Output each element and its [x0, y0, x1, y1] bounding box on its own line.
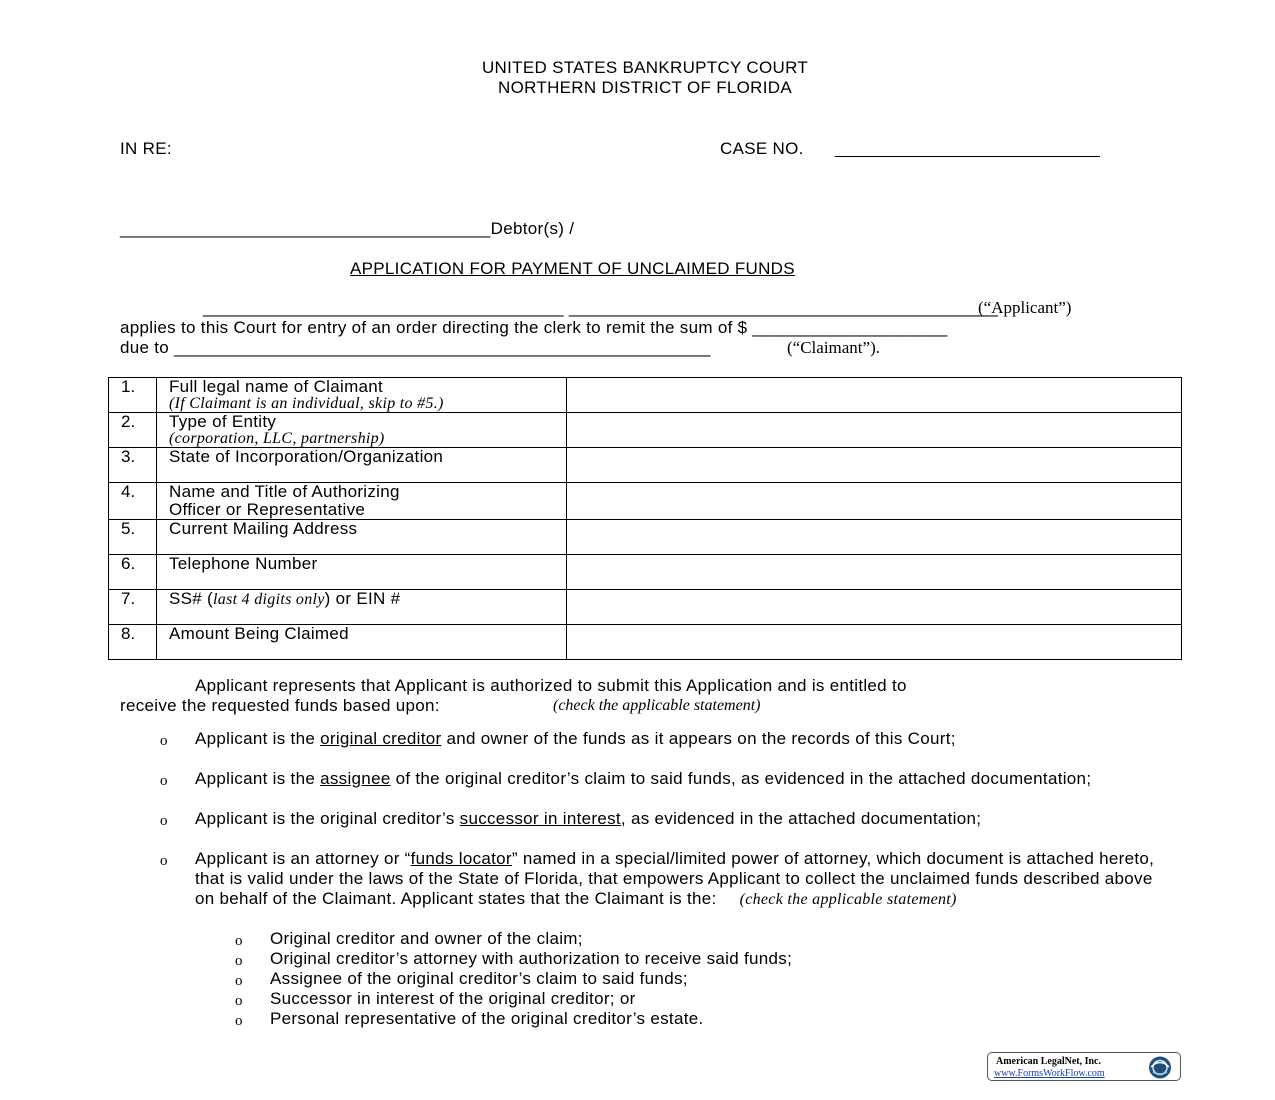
- checkbox-sub-2[interactable]: o: [235, 953, 243, 969]
- row-label: [157, 520, 567, 555]
- applies-text: applies to this Court for entry of an order directing the clerk to remit the sum of $ ____________________: [120, 318, 948, 337]
- table-row: [109, 378, 1182, 413]
- row-number: 4.: [109, 483, 157, 520]
- row-number: 3.: [109, 448, 157, 483]
- entity-type-input[interactable]: [567, 413, 1182, 448]
- represents-line-2: receive the requested funds based upon:: [120, 696, 440, 715]
- ss-ein-input[interactable]: [567, 590, 1182, 625]
- row-label-text-2: ) or EIN #: [324, 589, 401, 608]
- table-row: [109, 625, 1182, 660]
- sub-option-1: Original creditor and owner of the claim;: [270, 929, 583, 948]
- checkbox-attorney-locator[interactable]: o: [160, 853, 168, 869]
- row-label-text: SS# (: [169, 589, 214, 608]
- row-label-text: Telephone Number: [169, 554, 318, 573]
- row-label: [157, 555, 567, 590]
- option-note: (check the applicable statement): [739, 891, 957, 908]
- mailing-address-input[interactable]: [567, 520, 1182, 555]
- option-successor: [195, 809, 1165, 829]
- row-label-text: Full legal name of Claimant: [169, 377, 384, 396]
- option-term: successor in interest: [459, 809, 621, 828]
- document-title: APPLICATION FOR PAYMENT OF UNCLAIMED FUNDS: [350, 259, 795, 278]
- row-number: 5.: [109, 520, 157, 555]
- table-row: [109, 413, 1182, 448]
- row-label-text: Name and Title of Authorizing: [169, 482, 400, 501]
- checkbox-successor[interactable]: o: [160, 813, 168, 829]
- debtor-line: ______________________________________Debtor(s) /: [120, 219, 575, 238]
- sub-option-5: Personal representative of the original creditor’s estate.: [270, 1009, 704, 1028]
- claimant-label: (“Claimant”).: [787, 338, 880, 357]
- logo-name: American LegalNet, Inc.: [996, 1056, 1101, 1067]
- option-text: Applicant is the original creditor’s: [195, 809, 460, 828]
- row-label-text: Current Mailing Address: [169, 519, 358, 538]
- row-label-text: State of Incorporation/Organization: [169, 447, 444, 466]
- row-number: 2.: [109, 413, 157, 448]
- row-label: [157, 590, 567, 625]
- row-number: 8.: [109, 625, 157, 660]
- table-row: [109, 555, 1182, 590]
- checkbox-sub-5[interactable]: o: [235, 1013, 243, 1029]
- amount-claimed-input[interactable]: [567, 625, 1182, 660]
- case-no-label: CASE NO.: [720, 139, 804, 158]
- checkbox-sub-4[interactable]: o: [235, 993, 243, 1009]
- row-number: 6.: [109, 555, 157, 590]
- option-term: assignee: [320, 769, 391, 788]
- authorizing-officer-input[interactable]: [567, 483, 1182, 520]
- row-label: [157, 625, 567, 660]
- applicant-name-field[interactable]: _____________________________________ ____________________________________________: [203, 298, 999, 317]
- telephone-input[interactable]: [567, 555, 1182, 590]
- court-name: UNITED STATES BANKRUPTCY COURT: [481, 58, 809, 77]
- table-row: [109, 520, 1182, 555]
- row-label: [157, 378, 567, 413]
- row-number: 1.: [109, 378, 157, 413]
- option-text-2: , as evidenced in the attached documentation;: [620, 809, 982, 828]
- table-row: [109, 590, 1182, 625]
- option-text-2: ” named in a special/limited power of attorney, which document is attached hereto, that is valid under the laws of the State of Florida, that empowers Applicant to collect the unclaimed funds described above on behalf of the Claimant. Applicant states that the Claimant is the:: [195, 849, 1155, 908]
- table-row: [109, 448, 1182, 483]
- claimant-name-input[interactable]: [567, 378, 1182, 413]
- sub-option-4: Successor in interest of the original creditor; or: [270, 989, 636, 1008]
- option-original-creditor: [195, 729, 1165, 749]
- option-attorney-locator: [195, 849, 1165, 910]
- checkbox-sub-1[interactable]: o: [235, 933, 243, 949]
- claimant-info-table: [108, 377, 1182, 660]
- sub-option-2: Original creditor’s attorney with authorization to receive said funds;: [270, 949, 793, 968]
- row-label-note: (corporation, LLC, partnership): [169, 430, 385, 447]
- option-text-2: and owner of the funds as it appears on the records of this Court;: [441, 729, 956, 748]
- row-label-note: (If Claimant is an individual, skip to #5.): [169, 395, 444, 412]
- row-label: [157, 413, 567, 448]
- checkbox-assignee[interactable]: o: [160, 773, 168, 789]
- represents-note: (check the applicable statement): [553, 697, 761, 714]
- court-header: [0, 58, 1275, 98]
- globe-icon: [1142, 1054, 1178, 1081]
- represents-line-1: Applicant represents that Applicant is authorized to submit this Application and is entitled to: [195, 676, 907, 695]
- checkbox-sub-3[interactable]: o: [235, 973, 243, 989]
- checkbox-original-creditor[interactable]: o: [160, 733, 168, 749]
- applicant-label: (“Applicant”): [978, 298, 1072, 317]
- logo-url[interactable]: www.FormsWorkFlow.com: [994, 1068, 1105, 1079]
- american-legalnet-logo[interactable]: [987, 1052, 1181, 1081]
- row-label-text: Amount Being Claimed: [169, 624, 349, 643]
- row-label: [157, 483, 567, 520]
- row-label: [157, 448, 567, 483]
- row-label-italic: last 4 digits only: [213, 591, 325, 608]
- row-number: 7.: [109, 590, 157, 625]
- option-text: Applicant is the: [195, 729, 321, 748]
- option-text-2: of the original creditor’s claim to said funds, as evidenced in the attached documentation;: [390, 769, 1092, 788]
- row-label-text-2: Officer or Representative: [169, 500, 366, 519]
- table-row: [109, 483, 1182, 520]
- in-re-label: IN RE:: [120, 139, 172, 158]
- option-assignee: [195, 769, 1165, 789]
- option-term: original creditor: [320, 729, 442, 748]
- sub-option-3: Assignee of the original creditor’s claim to said funds;: [270, 969, 688, 988]
- due-to-field[interactable]: due to _______________________________________________________: [120, 338, 711, 357]
- option-term: funds locator: [410, 849, 512, 868]
- option-text: Applicant is an attorney or “: [195, 849, 411, 868]
- court-district: NORTHERN DISTRICT OF FLORIDA: [498, 78, 792, 97]
- state-of-incorporation-input[interactable]: [567, 448, 1182, 483]
- row-label-text: Type of Entity: [169, 412, 277, 431]
- case-no-field[interactable]: [835, 156, 1100, 157]
- option-text: Applicant is the: [195, 769, 321, 788]
